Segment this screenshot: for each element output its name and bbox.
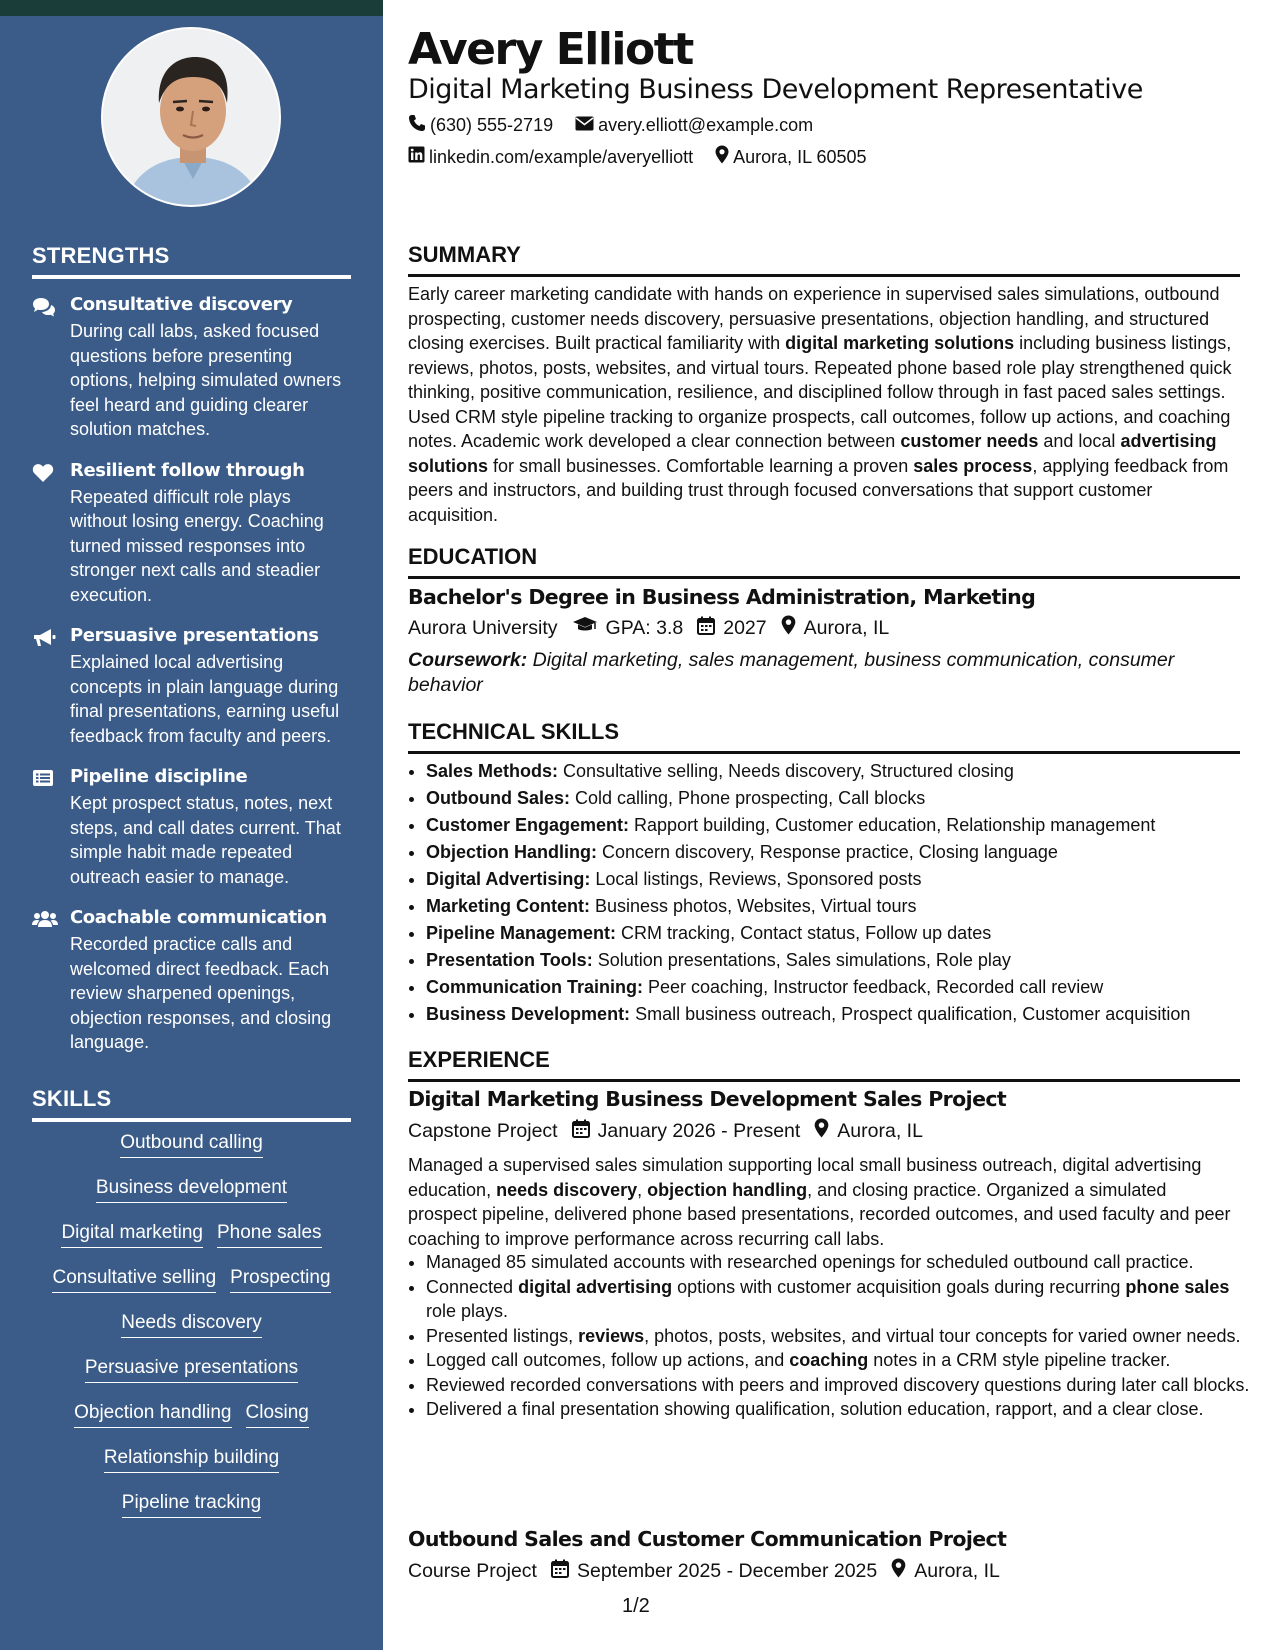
- job-bullet: [426, 1373, 1258, 1398]
- skill-tag: Objection handling: [74, 1402, 231, 1428]
- technical-skills-heading: TECHNICAL SKILLS: [408, 719, 1240, 754]
- technical-skill-item: [426, 839, 1258, 866]
- contact-row: [408, 114, 835, 137]
- map-pin-icon: [715, 145, 733, 169]
- education-heading: EDUCATION: [408, 544, 1240, 579]
- graduation-cap-icon: [572, 616, 606, 640]
- job-title: Outbound Sales and Customer Communication Project: [408, 1527, 1007, 1551]
- text-segment: options with customer acquisition goals during recurring: [672, 1276, 1126, 1297]
- strength-item: [32, 907, 351, 1055]
- skill-category: Presentation Tools:: [426, 950, 593, 970]
- education-meta: [408, 615, 903, 641]
- school-name: Aurora University: [408, 616, 558, 639]
- strength-title: Pipeline discipline: [70, 766, 248, 787]
- text-segment: Presented listings,: [426, 1325, 579, 1346]
- candidate-name: Avery Elliott: [408, 24, 693, 75]
- bold-keyword: coaching: [789, 1350, 869, 1370]
- skill-values: Rapport building, Customer education, Relationship management: [629, 815, 1156, 835]
- skill-tag: Needs discovery: [121, 1312, 261, 1338]
- job-bullet: [426, 1397, 1258, 1422]
- skills-heading: SKILLS: [32, 1086, 351, 1122]
- sidebar: [0, 0, 383, 1650]
- summary-text: [408, 282, 1240, 527]
- calendar-icon: [572, 1119, 598, 1144]
- strengths-heading: STRENGTHS: [32, 243, 351, 279]
- bold-keyword: objection handling: [647, 1179, 808, 1200]
- gpa-text: GPA: 3.8: [605, 616, 684, 639]
- job-title: Digital Marketing Business Development Sales Project: [408, 1087, 1007, 1111]
- job-bullet: [426, 1250, 1258, 1275]
- graduation-year: 2027: [723, 616, 767, 639]
- job-organization: Course Project: [408, 1559, 537, 1582]
- map-pin-icon: [891, 1558, 914, 1584]
- text-segment: role plays.: [426, 1301, 509, 1321]
- degree-title: Bachelor's Degree in Business Administration, Marketing: [408, 585, 1036, 609]
- location-contact: [715, 145, 866, 169]
- technical-skill-item: [426, 785, 1258, 812]
- skill-values: Business photos, Websites, Virtual tours: [590, 896, 917, 916]
- skill-values: Peer coaching, Instructor feedback, Recorded call review: [643, 977, 1104, 997]
- job-organization: Capstone Project: [408, 1119, 558, 1142]
- bold-keyword: digital marketing solutions: [785, 333, 1015, 353]
- job-bullet: [426, 1275, 1258, 1324]
- bold-keyword: digital advertising: [518, 1276, 673, 1297]
- strength-description: Recorded practice calls and welcomed direct feedback. Each review sharpened openings, objection responses, and closing language.: [70, 934, 332, 1052]
- technical-skill-item: [426, 758, 1258, 785]
- coursework-text: Digital marketing, sales management, business communication, consumer behavior: [408, 649, 1175, 696]
- education-location: Aurora, IL: [803, 616, 890, 639]
- contact-row: [408, 145, 889, 169]
- text-segment: ,: [637, 1179, 648, 1200]
- skill-values: Cold calling, Phone prospecting, Call blocks: [570, 788, 926, 808]
- strength-item: [32, 625, 351, 748]
- skill-category: Sales Methods:: [426, 761, 559, 781]
- linkedin-icon: [408, 146, 429, 168]
- strength-description: Explained local advertising concepts in plain language during final presentations, earning useful feedback from faculty and peers.: [70, 652, 340, 746]
- skill-tag: Digital marketing: [61, 1222, 203, 1248]
- strength-item: [32, 294, 351, 442]
- bold-keyword: sales process: [913, 455, 1033, 476]
- skill-values: Consultative selling, Needs discovery, Structured closing: [558, 761, 1014, 781]
- skill-tag: Consultative selling: [52, 1267, 216, 1293]
- skill-tag: Relationship building: [104, 1447, 279, 1473]
- megaphone-icon: [32, 625, 70, 748]
- text-segment: including business listings, reviews, photos, posts, websites, and virtual tours. Repeated phone based role play strengthened quick thinking, positive communication, resilience, and disciplined follow through in fast paced sales settings. Used CRM style pipeline tracking to organize prospects, call outcomes, follow up actions, and coaching notes. Academic work developed a clear connection between: [408, 333, 1232, 451]
- location-text: Aurora, IL 60505: [733, 146, 867, 167]
- text-segment: Connected: [426, 1276, 519, 1297]
- job-bullet: [426, 1348, 1258, 1373]
- bold-keyword: reviews: [578, 1325, 645, 1346]
- technical-skill-item: [426, 866, 1258, 893]
- map-pin-icon: [814, 1118, 837, 1144]
- strength-title: Persuasive presentations: [70, 625, 319, 646]
- page-number: 1/2: [622, 1595, 650, 1617]
- strength-description: Repeated difficult role plays without losing energy. Coaching turned missed responses into stronger next calls and steadier execution.: [70, 486, 324, 605]
- job-summary: [408, 1153, 1240, 1251]
- text-segment: , and closing practice. Organized a simulated prospect pipeline, delivered phone based presentations, recorded outcomes, and used faculty and peer coaching to improve performance across recurring call labs.: [408, 1179, 1231, 1249]
- strength-title: Consultative discovery: [70, 294, 293, 315]
- skill-tag: Outbound calling: [120, 1132, 263, 1158]
- linkedin-url[interactable]: linkedin.com/example/averyelliott: [429, 146, 694, 167]
- sidebar-top-band: [0, 0, 383, 16]
- skill-values: Small business outreach, Prospect qualification, Customer acquisition: [630, 1004, 1191, 1024]
- job-dates: September 2025 - December 2025: [576, 1559, 878, 1582]
- skill-tag: Closing: [246, 1402, 309, 1428]
- skill-tag: Prospecting: [230, 1267, 330, 1293]
- technical-skill-item: [426, 893, 1258, 920]
- text-segment: , applying feedback from peers and instructors, and building trust through focused conversations that support customer acquisition.: [408, 455, 1229, 525]
- skill-tag: Phone sales: [217, 1222, 322, 1248]
- strength-title: Coachable communication: [70, 907, 327, 928]
- strength-title: Resilient follow through: [70, 459, 305, 481]
- strength-description: During call labs, asked focused questions before presenting options, helping simulated owners feel heard and guiding clearer solution matches.: [70, 321, 342, 439]
- text-segment: Managed 85 simulated accounts with researched openings for scheduled outbound call practice.: [426, 1252, 1194, 1272]
- job-meta: [408, 1118, 937, 1144]
- text-segment: Reviewed recorded conversations with peers and improved discovery questions during later call blocks.: [426, 1374, 1250, 1395]
- phone-number: (630) 555-2719: [430, 115, 554, 135]
- calendar-icon: [697, 616, 723, 641]
- profile-photo: [101, 27, 281, 207]
- technical-skills-list: [408, 758, 1258, 1028]
- text-segment: Early career marketing candidate with hands on experience in supervised sales simulations, outbound prospecting, customer needs discovery, persuasive presentations, objection handling, and structured closing exercises. Built practical familiarity with: [408, 284, 1220, 353]
- technical-skill-item: [426, 1001, 1258, 1028]
- skill-values: Concern discovery, Response practice, Closing language: [597, 842, 1058, 862]
- job-dates: January 2026 - Present: [597, 1119, 801, 1142]
- skill-category: Business Development:: [426, 1004, 631, 1024]
- linkedin-contact[interactable]: [408, 146, 693, 168]
- technical-skill-item: [426, 947, 1258, 974]
- strengths-list: [32, 294, 351, 1073]
- skill-tag: Business development: [96, 1177, 287, 1203]
- skill-tag: Pipeline tracking: [122, 1492, 261, 1518]
- bold-keyword: advertising solutions: [408, 431, 1217, 476]
- strength-description: Kept prospect status, notes, next steps, and call dates current. That simple habit made repeated outreach easier to manage.: [70, 793, 341, 887]
- skill-tag: Persuasive presentations: [85, 1357, 298, 1383]
- comments-icon: [32, 294, 70, 442]
- job-location: Aurora, IL: [837, 1119, 923, 1142]
- envelope-icon: [575, 115, 598, 136]
- skills-list: [32, 1132, 351, 1537]
- skill-category: Marketing Content:: [426, 896, 590, 916]
- job-location: Aurora, IL: [914, 1559, 1000, 1582]
- job-bullet: [426, 1324, 1258, 1349]
- skill-category: Customer Engagement:: [426, 815, 630, 835]
- bold-keyword: phone sales: [1125, 1276, 1230, 1297]
- coursework-label: Coursework:: [408, 649, 528, 671]
- skill-category: Pipeline Management:: [426, 923, 617, 943]
- skill-category: Communication Training:: [426, 977, 644, 997]
- skill-category: Outbound Sales:: [426, 788, 570, 808]
- calendar-icon: [551, 1559, 577, 1584]
- coursework: [408, 648, 1240, 697]
- heart-icon: [32, 460, 70, 608]
- email-address[interactable]: avery.elliott@example.com: [598, 115, 814, 135]
- skill-values: Local listings, Reviews, Sponsored posts: [590, 869, 922, 889]
- technical-skill-item: [426, 920, 1258, 947]
- technical-skill-item: [426, 974, 1258, 1001]
- strength-item: [32, 460, 351, 608]
- phone-contact: [408, 114, 553, 137]
- technical-skill-item: [426, 812, 1258, 839]
- text-segment: Managed a supervised sales simulation supporting local small business outreach, digital advertising education,: [408, 1155, 1202, 1200]
- summary-heading: SUMMARY: [408, 242, 1240, 277]
- list-icon: [32, 766, 70, 889]
- users-icon: [32, 907, 70, 1055]
- experience-heading: EXPERIENCE: [408, 1047, 1240, 1082]
- job-bullets: [408, 1250, 1258, 1422]
- bold-keyword: customer needs: [900, 431, 1039, 451]
- text-segment: Delivered a final presentation showing qualification, solution education, rapport, and a clear close.: [426, 1399, 1204, 1419]
- skill-values: CRM tracking, Contact status, Follow up dates: [616, 923, 992, 943]
- text-segment: notes in a CRM style pipeline tracker.: [868, 1350, 1171, 1370]
- skill-values: Solution presentations, Sales simulations, Role play: [592, 950, 1011, 970]
- skill-category: Objection Handling:: [426, 842, 597, 862]
- map-pin-icon: [781, 615, 804, 641]
- job-meta: [408, 1558, 1014, 1584]
- text-segment: Logged call outcomes, follow up actions, and: [426, 1350, 790, 1370]
- text-segment: , photos, posts, websites, and virtual tour concepts for varied owner needs.: [644, 1325, 1241, 1346]
- phone-icon: [408, 114, 430, 137]
- bold-keyword: needs discovery: [496, 1179, 638, 1200]
- strength-item: [32, 766, 351, 889]
- candidate-title: Digital Marketing Business Development Representative: [408, 74, 1143, 105]
- email-contact[interactable]: [575, 115, 813, 136]
- skill-category: Digital Advertising:: [426, 869, 591, 889]
- text-segment: and local: [1038, 431, 1121, 451]
- text-segment: for small businesses. Comfortable learning a proven: [488, 455, 914, 476]
